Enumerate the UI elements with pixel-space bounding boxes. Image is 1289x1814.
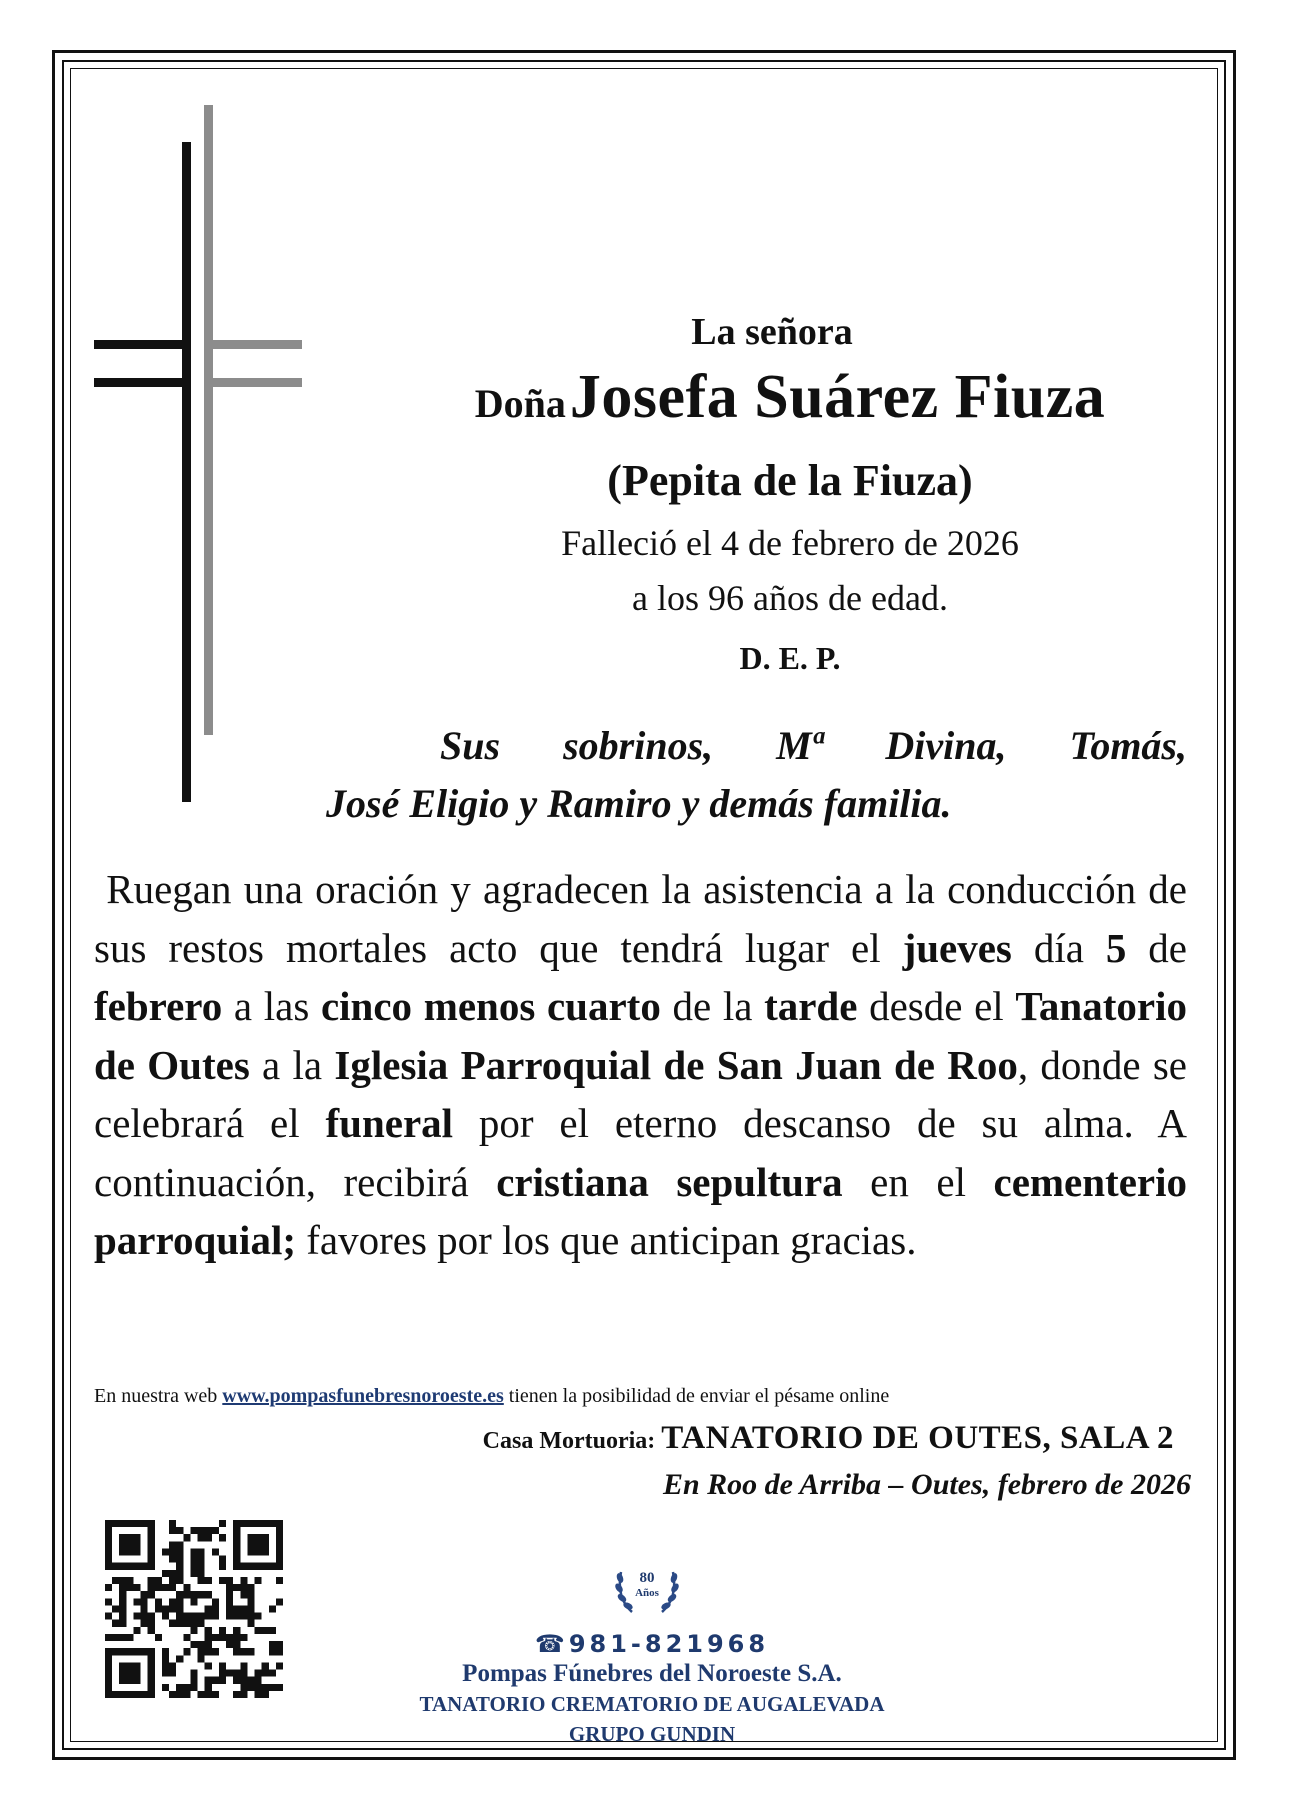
web-condolence-note: En nuestra web www.pompasfunebresnoroeste.es tienen la posibilidad de enviar el pésame online: [94, 1385, 890, 1407]
logo-number: 80: [639, 1570, 655, 1586]
honorific: Doña: [474, 381, 566, 426]
phone-number[interactable]: 981-821968: [568, 1630, 770, 1658]
anniversary-80-logo: [612, 1550, 682, 1627]
rip-text: D. E. P.: [739, 640, 841, 676]
crematorium-name: TANATORIO CREMATORIO DE AUGALEVADA: [419, 1692, 885, 1716]
family-line-2: José Eligio y Ramiro y demás familia.: [326, 781, 952, 826]
group-name: GRUPO GUNDIN: [568, 1722, 736, 1746]
company-name: Pompas Fúnebres del Noroeste S.A.: [462, 1660, 842, 1687]
telephone-icon: ☎: [534, 1630, 569, 1658]
qr-code-icon[interactable]: [105, 1520, 283, 1703]
announcement-text: Ruegan una oración y agradecen la asistencia a la conducción de sus restos mortales acto que tendrá lugar el jueves día 5 de febrero a las cinco menos cuarto de la tarde desde el Tanatorio de Outes a la Iglesia Parroquial de San Juan de Roo, donde se celebrará el funeral por el eterno descanso de su alma. A continuación, recibirá cristiana sepultura en el cementerio parroquial; favores por los que anticipan gracias.: [94, 866, 1188, 1263]
salute-text: La señora: [691, 311, 853, 353]
deceased-name: Josefa Suárez Fiuza: [569, 363, 1106, 431]
age: a los 96 años de edad.: [632, 578, 948, 618]
death-date: Falleció el 4 de febrero de 2026: [561, 523, 1019, 563]
family-line-1: Sus sobrinos, Mª Divina, Tomás,: [440, 723, 1187, 768]
phone-line: [380, 1630, 924, 1658]
logo-word: Años: [635, 1587, 659, 1599]
funeral-home-line: [483, 1420, 1174, 1457]
website-link[interactable]: www.pompasfunebresnoroeste.es: [222, 1385, 504, 1407]
funeral-home-value: TANATORIO DE OUTES, SALA 2: [661, 1420, 1174, 1456]
funeral-home-label: Casa Mortuoria:: [482, 1428, 662, 1454]
nickname: (Pepita de la Fiuza): [607, 456, 973, 505]
place-date: En Roo de Arriba – Outes, febrero de 2026: [662, 1468, 1191, 1501]
deceased-name-line: [380, 362, 1200, 433]
